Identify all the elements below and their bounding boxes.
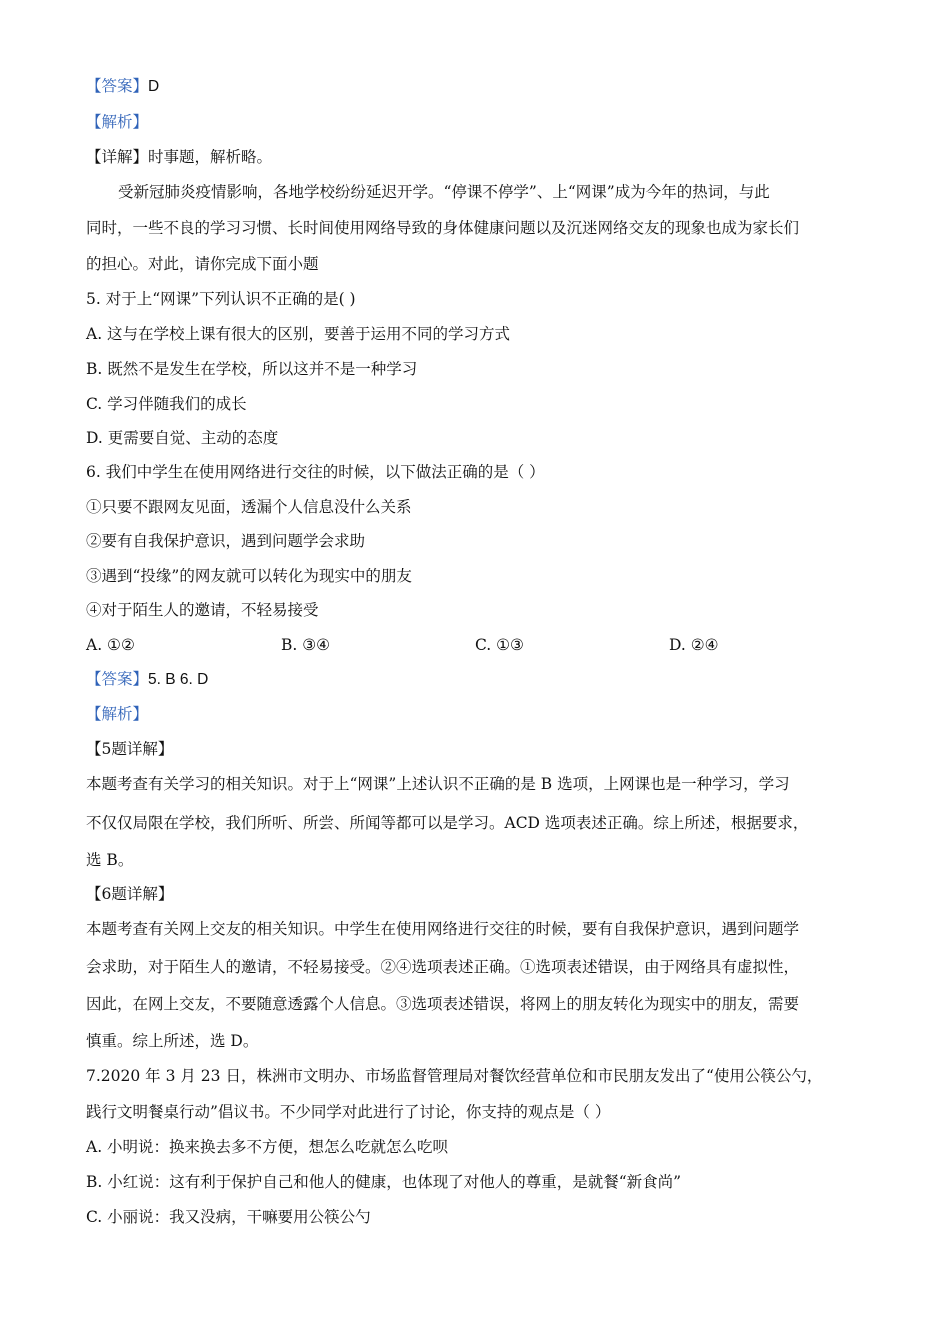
q5-option-b: B. 既然不是发生在学校，所以这并不是一种学习 — [86, 360, 418, 378]
q7-option-b: B. 小红说：这有利于保护自己和他人的健康，也体现了对他人的尊重，是就餐“新食尚” — [86, 1173, 682, 1191]
q5-detail-line-3: 选 B。 — [86, 851, 134, 869]
analysis-line-1 — [86, 111, 148, 134]
q6-detail-line-4: 慎重。综上所述，选 D。 — [86, 1032, 259, 1050]
q6-option-a: A. ①② — [86, 636, 135, 654]
q6-detail-line-1: 本题考查有关网上交友的相关知识。中学生在使用网络进行交往的时候，要有自我保护意识，遇到问题学 — [86, 920, 800, 938]
q5-stem: 5. 对于上“网课”下列认识不正确的是( ) — [86, 290, 356, 308]
answer-value-2: 5. B 6. D — [148, 671, 209, 688]
detail-tag: 【详解】 — [86, 148, 149, 166]
q5-detail-heading: 【5题详解】 — [86, 740, 174, 758]
q5-detail-line-1: 本题考查有关学习的相关知识。对于上“网课”上述认识不正确的是 B 选项，上网课也是一种学习，学习 — [86, 775, 790, 793]
answer-tag-2: 【答案】 — [86, 671, 149, 688]
analysis-line-2 — [86, 703, 148, 726]
answer-value: D — [148, 78, 160, 95]
passage-line-1: 受新冠肺炎疫情影响，各地学校纷纷延迟开学。“停课不停学”、上“网课”成为今年的热词，与此 — [118, 183, 770, 201]
detail-line-1 — [86, 146, 272, 168]
q7-stem-line-1: 7.2020 年 3 月 23 日，株洲市文明办、市场监督管理局对餐饮经营单位和市民朋友发出了“使用公筷公勺， — [86, 1067, 823, 1085]
detail-text: 时事题，解析略。 — [148, 148, 273, 166]
q6-item-3: ③遇到“投缘”的网友就可以转化为现实中的朋友 — [86, 567, 412, 585]
answer-line-2 — [86, 668, 208, 691]
q6-detail-line-2: 会求助，对于陌生人的邀请，不轻易接受。②④选项表述正确。①选项表述错误，由于网络具有虚拟性， — [86, 958, 800, 976]
passage-line-2: 同时，一些不良的学习习惯、长时间使用网络导致的身体健康问题以及沉迷网络交友的现象也成为家长们 — [86, 219, 800, 237]
q6-option-b: B. ③④ — [281, 636, 331, 654]
q6-item-1: ①只要不跟网友见面，透漏个人信息没什么关系 — [86, 498, 412, 516]
q6-item-4: ④对于陌生人的邀请，不轻易接受 — [86, 601, 319, 619]
q6-stem: 6. 我们中学生在使用网络进行交往的时候，以下做法正确的是（ ） — [86, 463, 545, 481]
analysis-tag: 【解析】 — [86, 114, 149, 131]
q5-detail-line-2: 不仅仅局限在学校，我们所听、所尝、所闻等都可以是学习。ACD 选项表述正确。综上所述，根据要求， — [86, 814, 809, 832]
q7-stem-line-2: 践行文明餐桌行动”倡议书。不少同学对此进行了讨论，你支持的观点是（ ） — [86, 1103, 611, 1121]
passage-line-3: 的担心。对此，请你完成下面小题 — [86, 255, 319, 273]
q6-option-d: D. ②④ — [669, 636, 719, 654]
answer-tag: 【答案】 — [86, 78, 149, 95]
q6-item-2: ②要有自我保护意识，遇到问题学会求助 — [86, 532, 366, 550]
q6-detail-line-3: 因此，在网上交友，不要随意透露个人信息。③选项表述错误，将网上的朋友转化为现实中的朋友，需要 — [86, 995, 800, 1013]
answer-line-1 — [86, 75, 159, 98]
q6-option-c: C. ①③ — [475, 636, 524, 654]
q5-option-c: C. 学习伴随我们的成长 — [86, 395, 247, 413]
q6-detail-heading: 【6题详解】 — [86, 885, 174, 903]
q7-option-a: A. 小明说：换来换去多不方便，想怎么吃就怎么吃呗 — [86, 1138, 449, 1156]
analysis-tag-2: 【解析】 — [86, 706, 149, 723]
q5-option-a: A. 这与在学校上课有很大的区别，要善于运用不同的学习方式 — [86, 325, 511, 343]
q7-option-c: C. 小丽说：我又没病，干嘛要用公筷公勺 — [86, 1208, 371, 1226]
q5-option-d: D. 更需要自觉、主动的态度 — [86, 429, 279, 447]
